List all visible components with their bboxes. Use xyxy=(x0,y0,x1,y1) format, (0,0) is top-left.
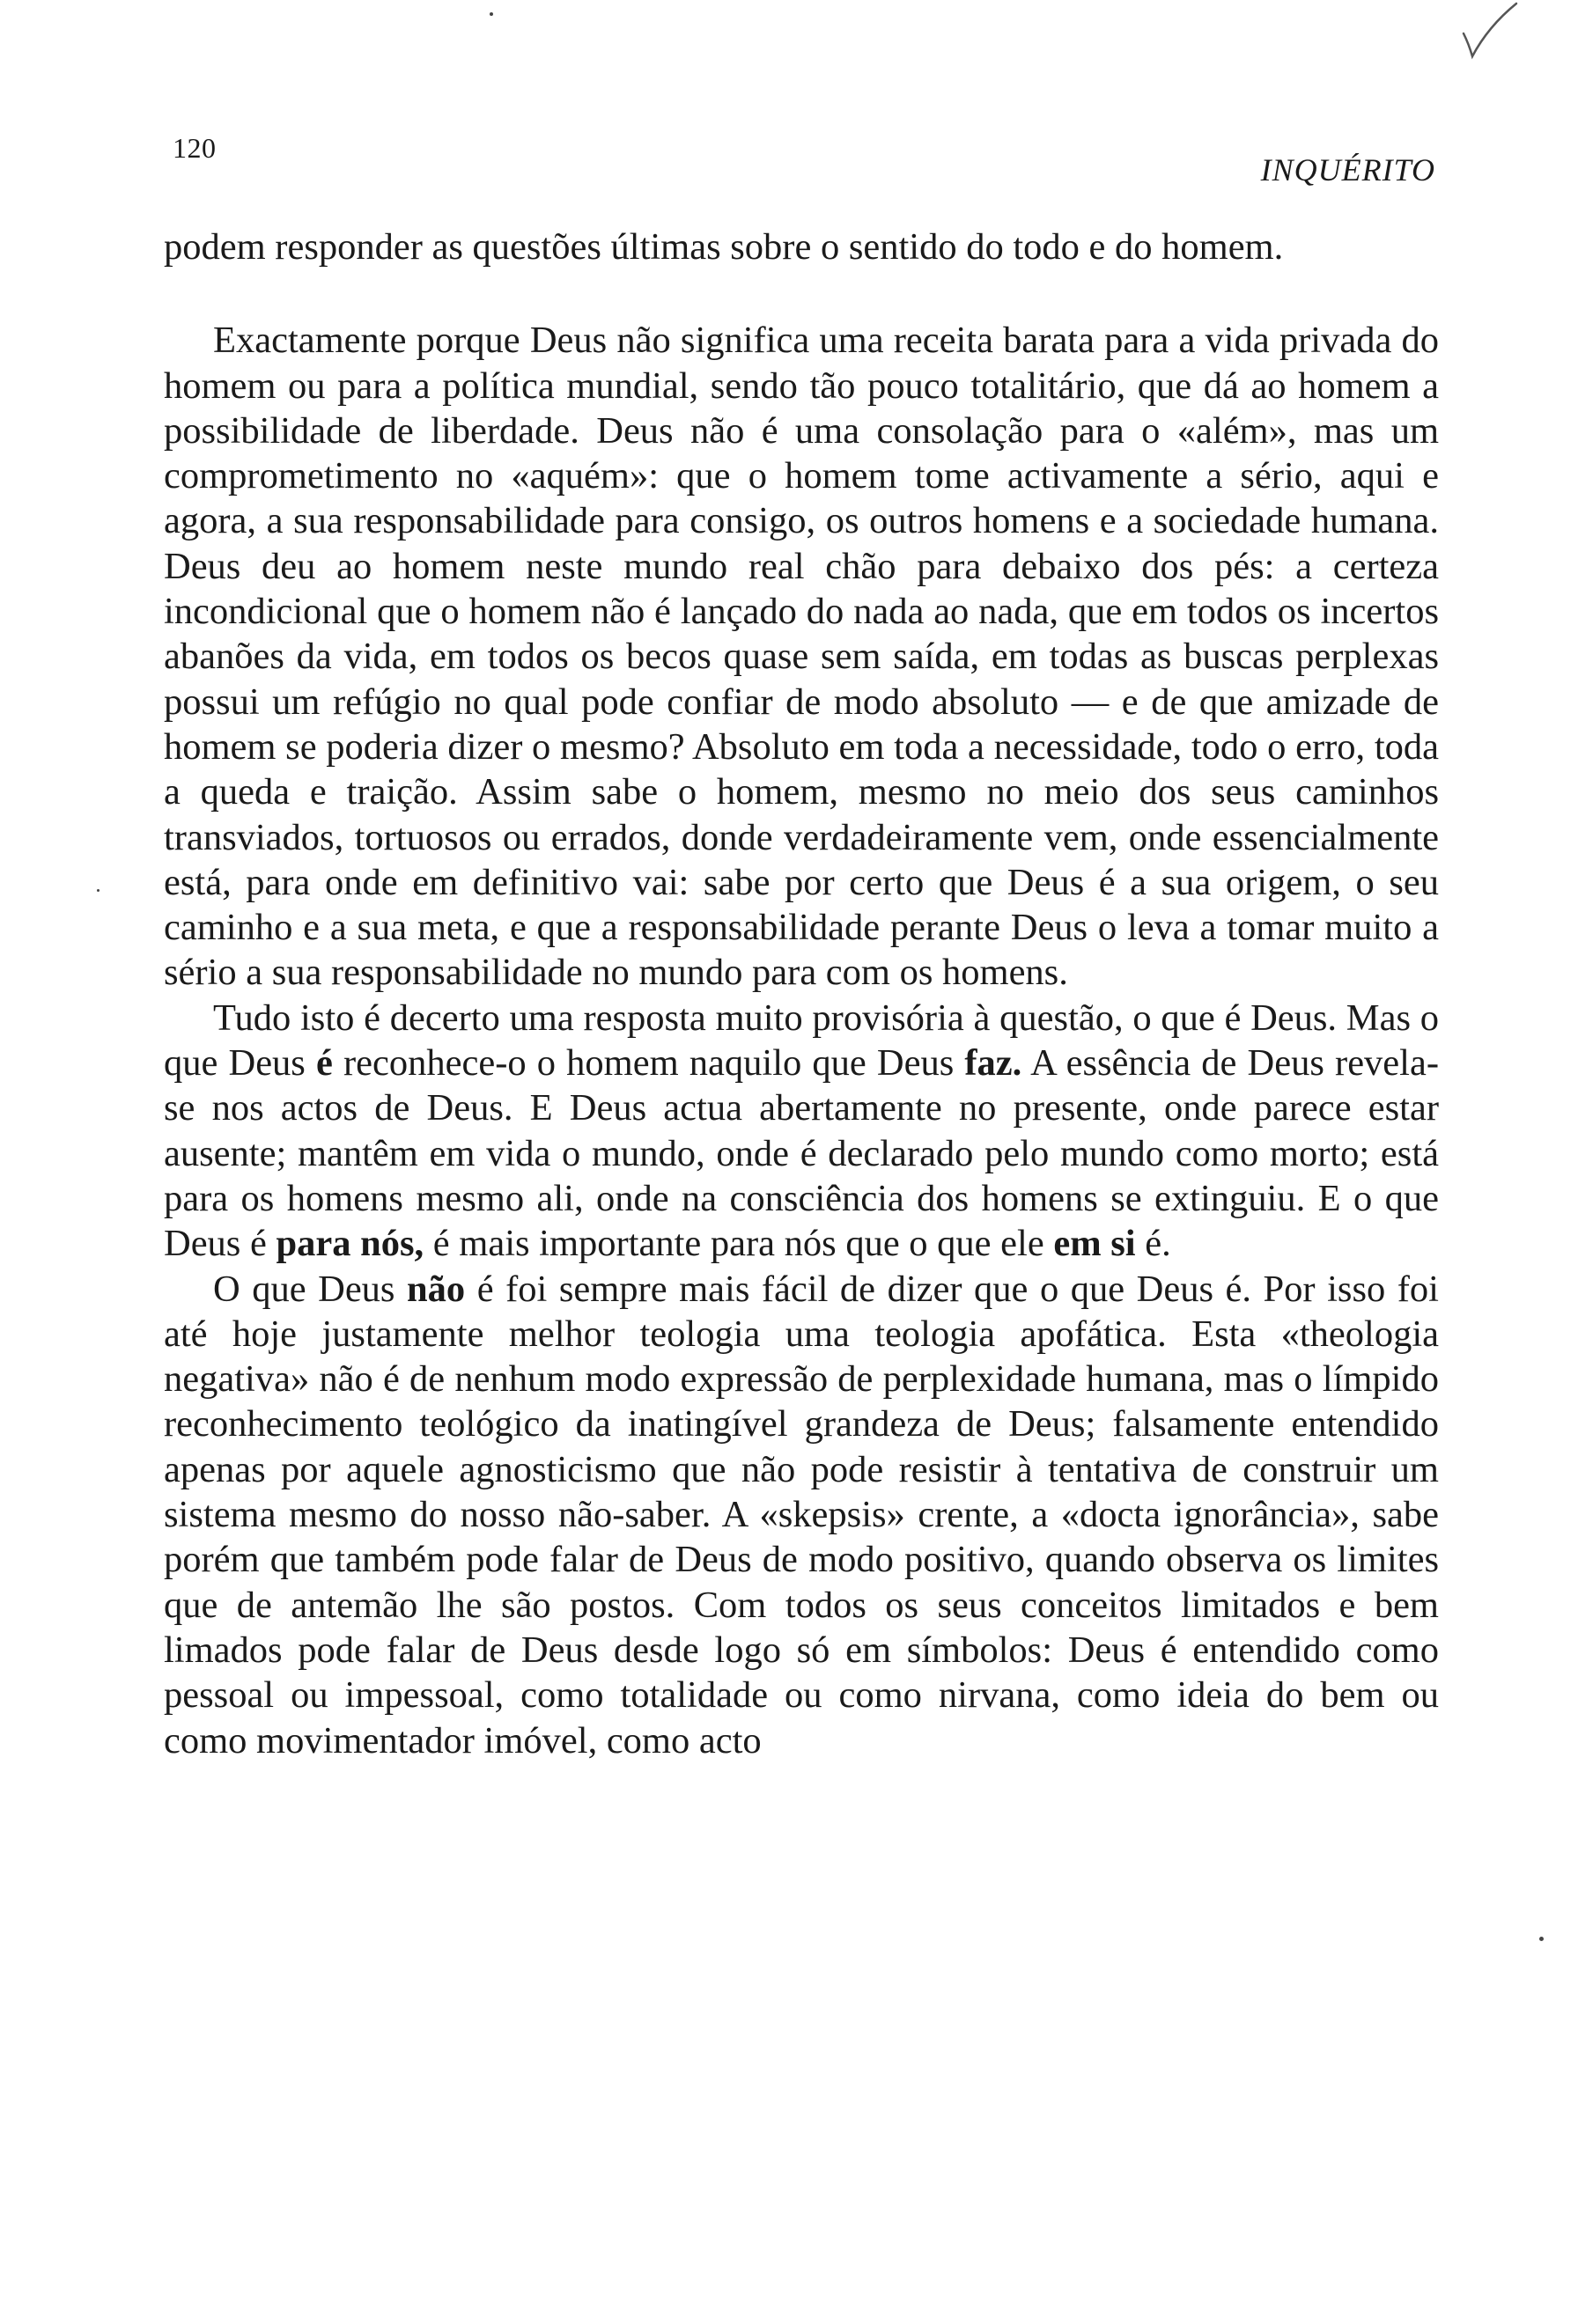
emphasis-span: não xyxy=(407,1268,466,1310)
text-span: é foi sempre mais fácil de dizer que o que Deus é. Por isso foi até hoje justamente melhor teologia uma teologia apofática. Esta «theologia negativa» não é de nenhum modo expressão de perplexidade humana, mas o límpido reconhecimento teológico da inatingível grandeza de Deus; falsamente entendido apenas por aquele agnosticismo que não pode resistir à tentativa de construir um sistema mesmo do nosso não-saber. A «skepsis» crente, a «docta ignorância», sabe porém que também pode falar de Deus de modo positivo, quando observa os limites que de antemão lhe são postos. Com todos os seus conceitos limitados e bem limados pode falar de Deus desde logo só em símbolos: Deus é entendido como pessoal ou impessoal, como totalidade ou como nirvana, como ideia do bem ou como movimentador imóvel, como acto xyxy=(164,1268,1439,1761)
text-span: reconhece-o o homem naquilo que Deus xyxy=(332,1042,965,1085)
emphasis-span: é xyxy=(316,1042,333,1085)
check-mark-icon xyxy=(1462,0,1520,62)
emphasis-span: para nós, xyxy=(276,1223,424,1265)
print-speck xyxy=(97,889,100,892)
text-span: é. xyxy=(1135,1223,1171,1265)
paragraph-4 xyxy=(164,1267,1439,1763)
paragraph-1: podem responder as questões últimas sobre o sentido do todo e do homem. xyxy=(164,226,1284,268)
paragraph-2: Exactamente porque Deus não significa uma receita barata para a vida privada do homem ou para a política mundial, sendo tão pouco totalitário, que dá ao homem a possibilidade de liberdade. Deus não é uma consolação para o «além», mas um comprometimento no «aquém»: que o homem tome activamente a sério, aqui e agora, a sua responsabilidade para consigo, os outros homens e a sociedade humana. Deus deu ao homem neste mundo real chão para debaixo dos pés: a certeza incondicional que o homem não é lançado do nada ao nada, que em todos os incertos abanões da vida, em todos os becos quase sem saída, em todas as buscas perplexas possui um refúgio no qual pode confiar de modo absoluto — e de que amizade de homem se poderia dizer o mesmo? Absoluto em toda a necessidade, todo o erro, toda a queda e traição. Assim sabe o homem, mesmo no meio dos seus caminhos transviados, tortuosos ou errados, donde verdadeiramente vem, onde essencialmente está, para onde em definitivo vai: sabe por certo que Deus é a sua origem, o seu caminho e a sua meta, e que a responsabilidade perante Deus o leva a tomar muito a sério a sua responsabilidade no mundo para com os homens. xyxy=(164,320,1439,994)
emphasis-span: em si xyxy=(1053,1223,1136,1265)
running-head: INQUÉRITO xyxy=(1260,152,1435,188)
text-span: Tudo isto é decerto uma resposta muito provisória à questão, o que é Deus. Mas o que Deus xyxy=(164,997,1439,1085)
body-text xyxy=(164,224,1439,1763)
page-number: 120 xyxy=(173,132,217,164)
text-span: O que Deus xyxy=(213,1268,408,1310)
emphasis-span: faz. xyxy=(964,1042,1022,1085)
print-speck xyxy=(490,12,493,16)
text-span: é mais importante para nós que o que ele xyxy=(424,1223,1054,1265)
paragraph-3 xyxy=(164,996,1439,1267)
print-speck xyxy=(1539,1937,1544,1941)
text-span: A essência de Deus revela-se nos actos de Deus. E Deus actua abertamente no presente, onde parece estar ausente; mantêm em vida o mundo, onde é declarado pelo mundo como morto; está para os homens mesmo ali, onde na consciência dos homens se extinguiu. E o que Deus é xyxy=(164,1042,1439,1265)
